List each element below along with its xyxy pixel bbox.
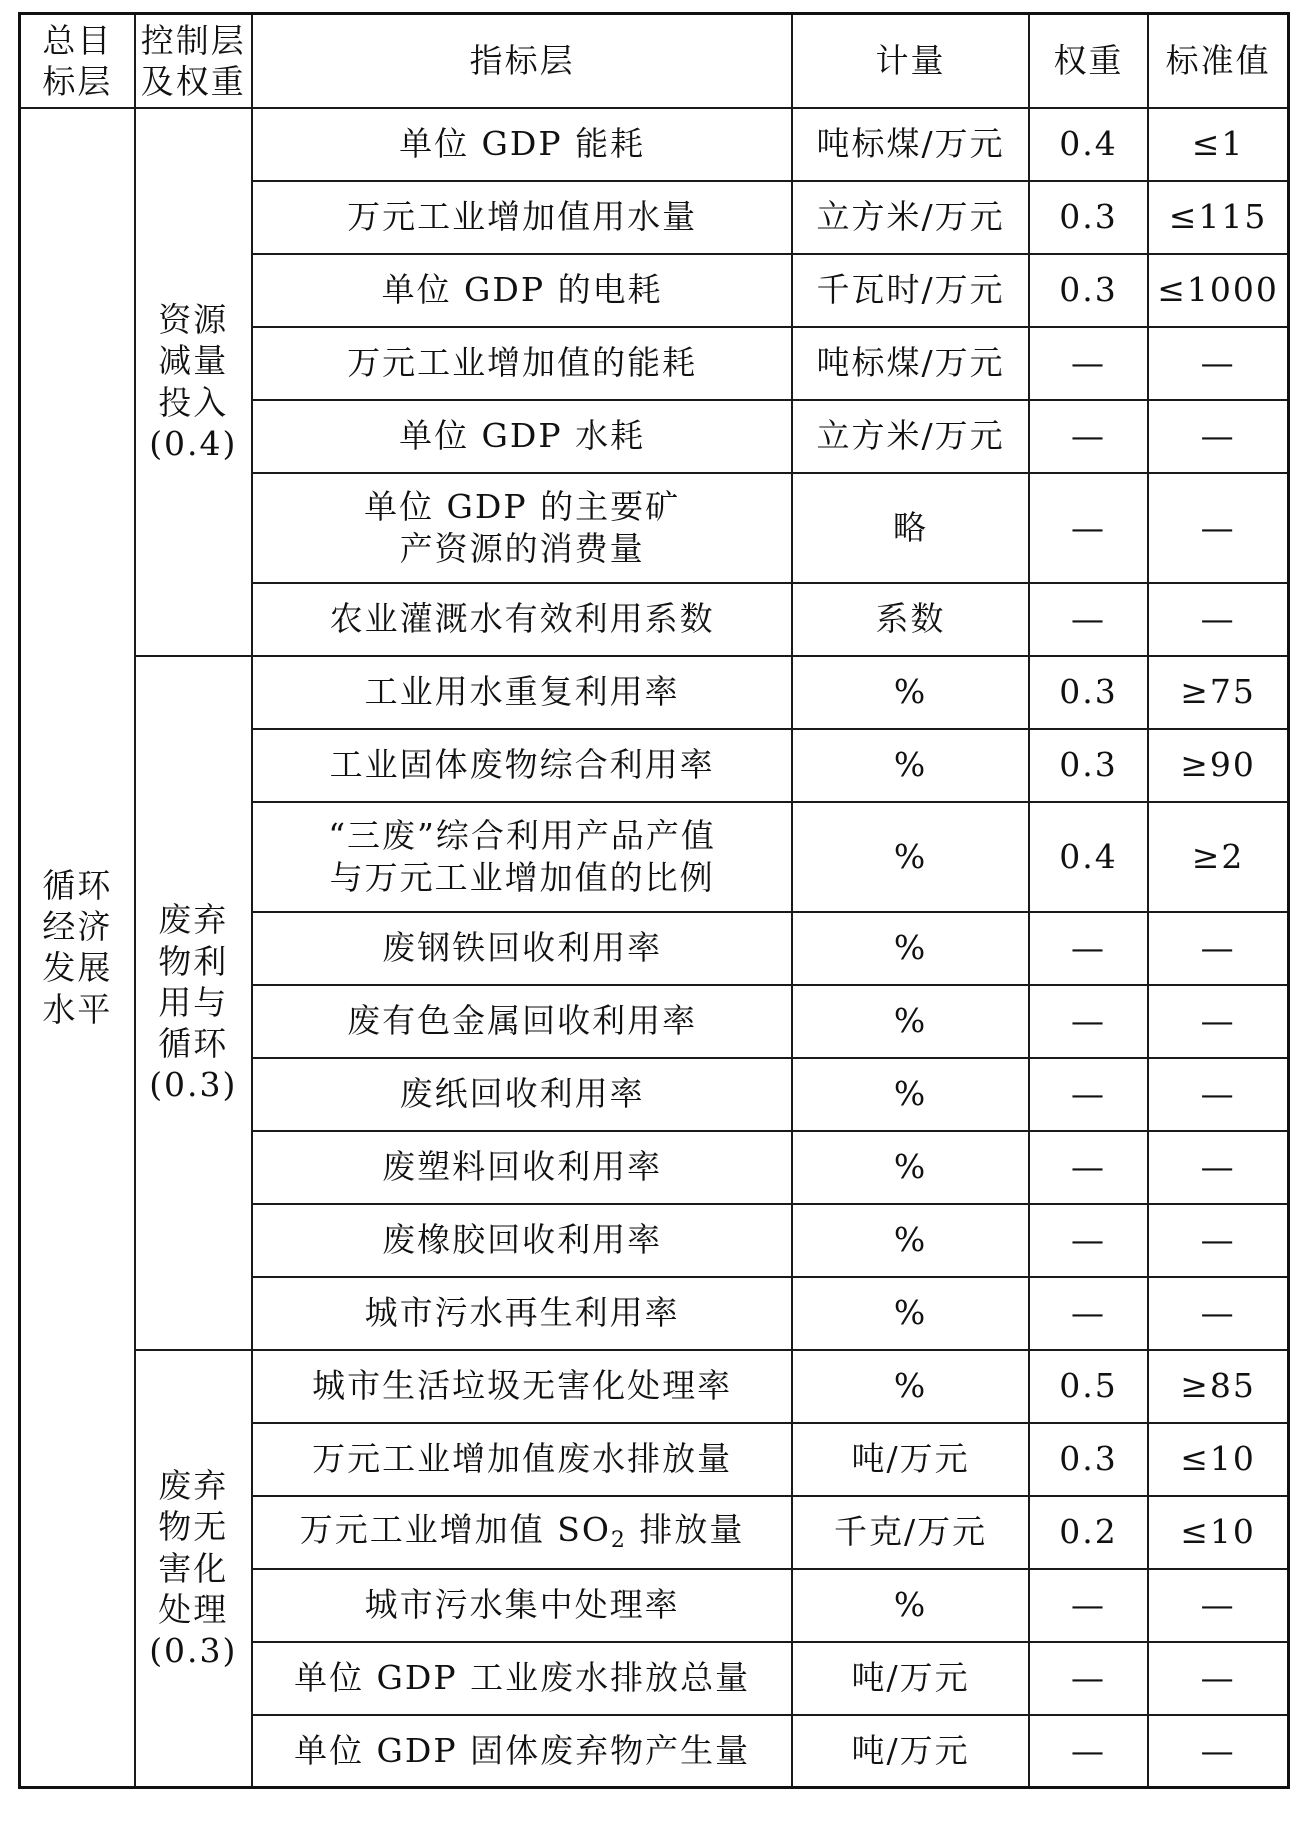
unit-cell: 立方米/万元 — [792, 181, 1029, 254]
table-row — [20, 108, 1289, 181]
unit-cell: 千瓦时/万元 — [792, 254, 1029, 327]
indicator-table — [18, 12, 1290, 1789]
indicator-cell: “三废”综合利用产品产值 与万元工业增加值的比例 — [252, 802, 792, 912]
indicator-cell: 废有色金属回收利用率 — [252, 985, 792, 1058]
standard-cell: ≤1 — [1148, 108, 1288, 181]
indicator-cell: 工业固体废物综合利用率 — [252, 729, 792, 802]
weight-cell: 0.2 — [1029, 1496, 1148, 1569]
table-row — [20, 656, 1289, 729]
weight-cell: — — [1029, 1131, 1148, 1204]
unit-cell: 吨/万元 — [792, 1715, 1029, 1788]
indicator-cell: 单位 GDP 固体废弃物产生量 — [252, 1715, 792, 1788]
standard-cell: — — [1148, 400, 1288, 473]
weight-cell: — — [1029, 1204, 1148, 1277]
unit-cell: 吨标煤/万元 — [792, 327, 1029, 400]
standard-cell: ≥75 — [1148, 656, 1288, 729]
weight-cell: — — [1029, 583, 1148, 656]
unit-cell: % — [792, 985, 1029, 1058]
standard-cell: ≤1000 — [1148, 254, 1288, 327]
indicator-cell: 农业灌溉水有效利用系数 — [252, 583, 792, 656]
weight-cell: — — [1029, 327, 1148, 400]
weight-cell: — — [1029, 473, 1148, 583]
indicator-cell: 废纸回收利用率 — [252, 1058, 792, 1131]
standard-cell: ≤115 — [1148, 181, 1288, 254]
unit-cell: % — [792, 1277, 1029, 1350]
control-cell-harmless: 废弃 物无 害化 处理 (0.3) — [135, 1350, 252, 1788]
standard-cell: — — [1148, 1277, 1288, 1350]
indicator-cell: 万元工业增加值用水量 — [252, 181, 792, 254]
weight-cell: 0.3 — [1029, 181, 1148, 254]
standard-cell: — — [1148, 1642, 1288, 1715]
indicator-cell: 城市生活垃圾无害化处理率 — [252, 1350, 792, 1423]
standard-cell: ≥90 — [1148, 729, 1288, 802]
unit-cell: 立方米/万元 — [792, 400, 1029, 473]
indicator-cell: 单位 GDP 能耗 — [252, 108, 792, 181]
header-unit: 计量 — [792, 14, 1029, 108]
header-indicator: 指标层 — [252, 14, 792, 108]
standard-cell: — — [1148, 1058, 1288, 1131]
unit-cell: 系数 — [792, 583, 1029, 656]
control-cell-resource: 资源 减量 投入 (0.4) — [135, 108, 252, 656]
header-control: 控制层 及权重 — [135, 14, 252, 108]
header-weight: 权重 — [1029, 14, 1148, 108]
weight-cell: 0.3 — [1029, 1423, 1148, 1496]
indicator-text-tail: 排放量 — [626, 1510, 745, 1550]
standard-cell: ≥85 — [1148, 1350, 1288, 1423]
indicator-cell: 单位 GDP 工业废水排放总量 — [252, 1642, 792, 1715]
unit-cell: % — [792, 1350, 1029, 1423]
header-goal: 总目 标层 — [20, 14, 135, 108]
indicator-cell: 万元工业增加值废水排放量 — [252, 1423, 792, 1496]
weight-cell: — — [1029, 912, 1148, 985]
weight-cell: — — [1029, 985, 1148, 1058]
unit-cell: % — [792, 1204, 1029, 1277]
goal-cell: 循环 经济 发展 水平 — [20, 108, 135, 1788]
standard-cell: — — [1148, 473, 1288, 583]
weight-cell: 0.3 — [1029, 254, 1148, 327]
weight-cell: 0.4 — [1029, 802, 1148, 912]
unit-cell: % — [792, 912, 1029, 985]
indicator-cell — [252, 1496, 792, 1569]
unit-cell: % — [792, 656, 1029, 729]
subscript: 2 — [610, 1528, 627, 1554]
standard-cell: — — [1148, 985, 1288, 1058]
standard-cell: — — [1148, 583, 1288, 656]
indicator-cell: 工业用水重复利用率 — [252, 656, 792, 729]
unit-cell: % — [792, 802, 1029, 912]
standard-cell: ≤10 — [1148, 1496, 1288, 1569]
unit-cell: 略 — [792, 473, 1029, 583]
table-row — [20, 1350, 1289, 1423]
indicator-cell: 废钢铁回收利用率 — [252, 912, 792, 985]
unit-cell: 吨标煤/万元 — [792, 108, 1029, 181]
weight-cell: 0.3 — [1029, 729, 1148, 802]
weight-cell: — — [1029, 1642, 1148, 1715]
standard-cell: — — [1148, 1204, 1288, 1277]
indicator-cell: 废橡胶回收利用率 — [252, 1204, 792, 1277]
unit-cell: 吨/万元 — [792, 1423, 1029, 1496]
weight-cell: — — [1029, 1058, 1148, 1131]
indicator-cell: 废塑料回收利用率 — [252, 1131, 792, 1204]
indicator-cell: 城市污水集中处理率 — [252, 1569, 792, 1642]
indicator-cell: 单位 GDP 的主要矿 产资源的消费量 — [252, 473, 792, 583]
indicator-text: 万元工业增加值 SO — [299, 1510, 611, 1550]
control-cell-reuse: 废弃 物利 用与 循环 (0.3) — [135, 656, 252, 1350]
indicator-cell: 单位 GDP 的电耗 — [252, 254, 792, 327]
weight-cell: 0.4 — [1029, 108, 1148, 181]
standard-cell: ≥2 — [1148, 802, 1288, 912]
standard-cell: — — [1148, 327, 1288, 400]
standard-cell: — — [1148, 1131, 1288, 1204]
weight-cell: 0.3 — [1029, 656, 1148, 729]
standard-cell: — — [1148, 912, 1288, 985]
indicator-cell: 万元工业增加值的能耗 — [252, 327, 792, 400]
header-row — [20, 14, 1289, 108]
indicator-cell: 单位 GDP 水耗 — [252, 400, 792, 473]
standard-cell: — — [1148, 1715, 1288, 1788]
weight-cell: — — [1029, 1277, 1148, 1350]
standard-cell: — — [1148, 1569, 1288, 1642]
indicator-cell: 城市污水再生利用率 — [252, 1277, 792, 1350]
unit-cell: % — [792, 1569, 1029, 1642]
weight-cell: 0.5 — [1029, 1350, 1148, 1423]
weight-cell: — — [1029, 1569, 1148, 1642]
standard-cell: ≤10 — [1148, 1423, 1288, 1496]
unit-cell: 吨/万元 — [792, 1642, 1029, 1715]
weight-cell: — — [1029, 1715, 1148, 1788]
unit-cell: % — [792, 1131, 1029, 1204]
unit-cell: % — [792, 1058, 1029, 1131]
unit-cell: 千克/万元 — [792, 1496, 1029, 1569]
header-standard: 标准值 — [1148, 14, 1288, 108]
unit-cell: % — [792, 729, 1029, 802]
weight-cell: — — [1029, 400, 1148, 473]
